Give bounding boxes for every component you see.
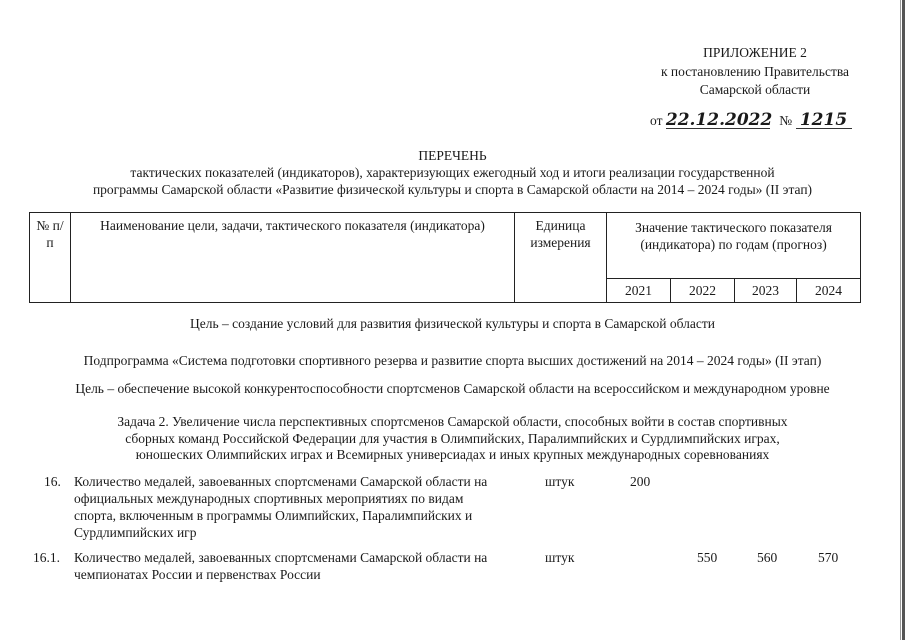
appendix-title: ПРИЛОЖЕНИЕ 2 [703, 45, 807, 60]
header-name: Наименование цели, задачи, тактического показателя (индикатора) [71, 213, 515, 303]
date-prefix: от [650, 113, 663, 128]
document-subtitle-line1: тактических показателей (индикаторов), характеризующих ежегодный ход и итоги реализации государственной [130, 165, 775, 180]
number-handwritten: 1215 [796, 112, 852, 129]
header-year-2024: 2024 [797, 279, 861, 303]
row-num: 16.1. [33, 550, 60, 565]
row-name-line: Сурдлимпийских игр [74, 525, 197, 540]
appendix-line3: Самарской области [699, 82, 811, 97]
row-name-line: спорта, включенным в программы Олимпийских, Паралимпийских и [74, 508, 473, 523]
row-value-2024: 570 [818, 550, 839, 565]
task-line1: Задача 2. Увеличение числа перспективных спортсменов Самарской области, способных войти в состав спортивных [117, 414, 788, 429]
date-handwritten: 22.12.2022 [665, 110, 773, 130]
row-value-2023: 560 [757, 550, 778, 565]
row-name-line: Количество медалей, завоеванных спортсменами Самарской области на [74, 550, 488, 565]
appendix-date-line [650, 112, 852, 129]
indicators-table-header [29, 212, 861, 303]
row-unit: штук [545, 474, 575, 489]
row-name-line: официальных международных спортивных мероприятиях по видам [74, 491, 464, 506]
row-name-line: Количество медалей, завоеванных спортсменами Самарской области на [74, 474, 488, 489]
row-num: 16. [44, 474, 61, 489]
row-name-line: чемпионатах России и первенствах России [74, 567, 321, 582]
number-sign: № [779, 113, 793, 128]
scan-edge-line [900, 0, 901, 640]
row-value-2021: 200 [630, 474, 651, 489]
row-unit: штук [545, 550, 575, 565]
header-year-2023: 2023 [735, 279, 797, 303]
header-year-2022: 2022 [671, 279, 735, 303]
header-values: Значение тактического показателя (индикатора) по годам (прогноз) [607, 213, 861, 279]
row-value-2022: 550 [697, 550, 718, 565]
task-line2: сборных команд Российской Федерации для участия в Олимпийских, Паралимпийских и Сурдлимпийских играх, [125, 431, 780, 446]
header-num: № п/п [30, 213, 71, 303]
subprogram-title: Подпрограмма «Система подготовки спортивного резерва и развитие спорта высших достижений на 2014 – 2024 годы» (II этап) [83, 353, 822, 368]
header-year-2021: 2021 [607, 279, 671, 303]
goal-sub: Цель – обеспечение высокой конкурентоспособности спортсменов Самарской области на всероссийском и международном уровне [75, 381, 830, 396]
task-line3: юношеских Олимпийских играх и Всемирных универсиадах и иных крупных международных соревнованиях [135, 447, 770, 462]
goal-main: Цель – создание условий для развития физической культуры и спорта в Самарской области [190, 316, 715, 331]
header-unit: Единица измерения [515, 213, 607, 303]
document-subtitle-line2: программы Самарской области «Развитие физической культуры и спорта в Самарской области на 2014 – 2024 годы» (II этап) [92, 182, 813, 197]
appendix-line2: к постановлению Правительства [660, 64, 850, 79]
document-title: ПЕРЕЧЕНЬ [418, 148, 487, 163]
